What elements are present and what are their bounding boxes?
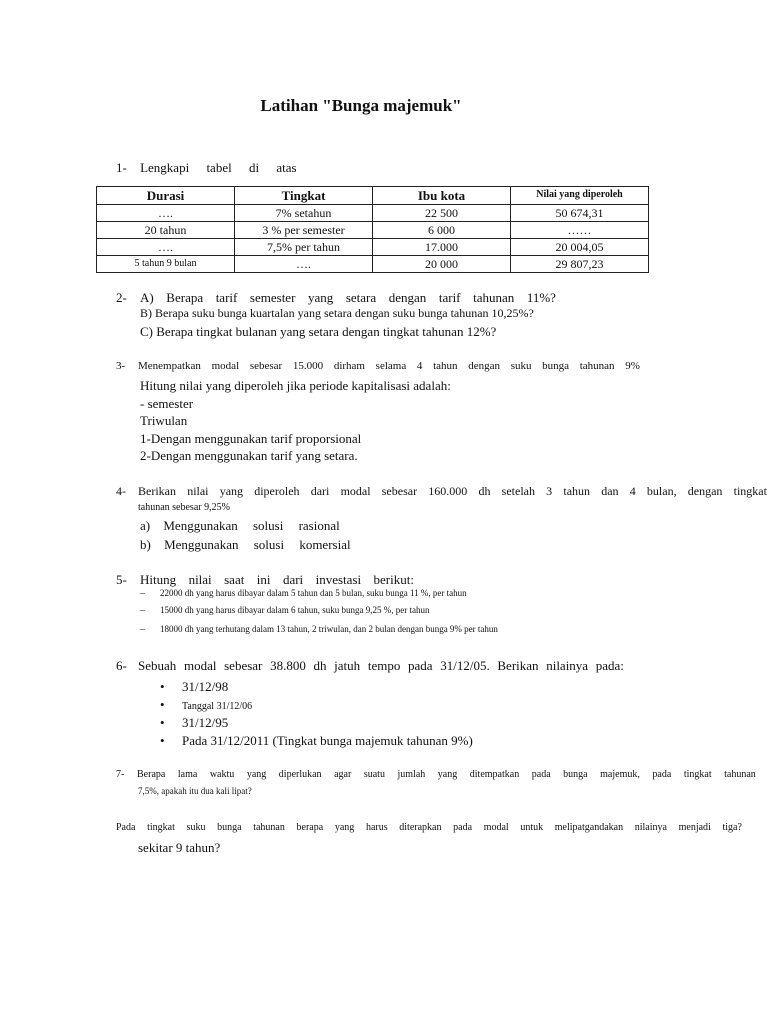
question-2a bbox=[140, 290, 556, 306]
q4-word: dan bbox=[601, 484, 619, 498]
question-7-number: 7- bbox=[116, 769, 125, 780]
q2a-word: setara bbox=[345, 290, 377, 305]
table-cell: …. bbox=[97, 205, 235, 222]
table-cell: …. bbox=[97, 239, 235, 256]
table-cell: 5 tahun 9 bulan bbox=[97, 256, 235, 273]
q2a-word: tarif bbox=[215, 290, 238, 305]
q2a-word: semester bbox=[249, 290, 296, 305]
question-2b: B) Berapa suku bunga kuartalan yang setara dengan suku bunga tahunan 10,25%? bbox=[140, 306, 534, 320]
option-word: solusi bbox=[253, 537, 285, 552]
q2a-word: tarif bbox=[438, 290, 461, 305]
q5-word: saat bbox=[224, 572, 245, 587]
q3-word: tahunan bbox=[579, 360, 615, 372]
question-5-item bbox=[140, 605, 429, 616]
q2a-word: tahunan bbox=[473, 290, 515, 305]
q6-word: tempo bbox=[367, 658, 401, 673]
q2a-word: dengan bbox=[388, 290, 427, 305]
q8-word: tahunan bbox=[253, 822, 285, 833]
q6-word: nilainya bbox=[546, 658, 589, 673]
question-5-item bbox=[140, 588, 467, 599]
q3-word: suku bbox=[510, 360, 532, 372]
q7-word: pada bbox=[652, 769, 672, 780]
q6-word: Sebuah bbox=[138, 658, 177, 673]
q7-word: jumlah bbox=[397, 769, 426, 780]
table-cell: …… bbox=[511, 222, 649, 239]
question-8-line2: sekitar 9 tahun? bbox=[138, 840, 221, 855]
q4-word: 4 bbox=[629, 484, 636, 498]
q3-word: tahun bbox=[433, 360, 458, 372]
q2a-word: 11%? bbox=[526, 290, 556, 305]
q3-word: modal bbox=[211, 360, 240, 372]
q6-word: pada bbox=[408, 658, 433, 673]
option-label: a) bbox=[140, 518, 151, 533]
option-word: Menggunakan bbox=[163, 518, 238, 533]
q6-word: Berikan bbox=[497, 658, 539, 673]
question-5-stem bbox=[140, 572, 414, 588]
question-7-stem bbox=[137, 769, 756, 780]
option-label: b) bbox=[140, 537, 151, 552]
question-3-line: Hitung nilai yang diperoleh jika periode kapitalisasi adalah: bbox=[140, 378, 451, 393]
q8-word: bunga bbox=[217, 822, 242, 833]
table-cell: 17.000 bbox=[373, 239, 511, 256]
q3-word: dirham bbox=[333, 360, 365, 372]
question-5-item bbox=[140, 624, 498, 635]
q8-word: suku bbox=[186, 822, 206, 833]
question-6-item bbox=[160, 679, 228, 695]
q5-word: investasi bbox=[315, 572, 362, 587]
question-4-stem bbox=[138, 484, 767, 499]
q3-word: 15.000 bbox=[292, 360, 324, 372]
question-4-line2: tahunan sebesar 9,25% bbox=[138, 502, 230, 513]
q1-word: atas bbox=[276, 160, 297, 175]
question-3-line: 2-Dengan menggunakan tarif yang setara. bbox=[140, 448, 358, 463]
item-text: 15000 dh yang harus dibayar dalam 6 tahun, suku bunga 9,25 %, per tahun bbox=[160, 605, 430, 615]
header-ibu-kota: Ibu kota bbox=[373, 187, 511, 205]
q8-word: menjadi bbox=[678, 822, 711, 833]
q3-word: sebesar bbox=[249, 360, 283, 372]
table-row bbox=[97, 222, 649, 239]
table-cell: 29 807,23 bbox=[511, 256, 649, 273]
q6-word: dh bbox=[313, 658, 327, 673]
bullet-icon: • bbox=[160, 697, 165, 712]
header-durasi: Durasi bbox=[97, 187, 235, 205]
q8-word: melipatgandakan bbox=[554, 822, 624, 833]
q5-word: ini bbox=[256, 572, 271, 587]
bullet-icon: • bbox=[160, 715, 165, 730]
dash-icon: – bbox=[140, 588, 145, 599]
table-row bbox=[97, 256, 649, 273]
q7-word: lama bbox=[177, 769, 198, 780]
q7-word: waktu bbox=[209, 769, 235, 780]
question-4-number: 4- bbox=[116, 484, 126, 498]
q6-word: 31/12/05. bbox=[440, 658, 490, 673]
q4-word: Berikan bbox=[138, 484, 176, 498]
q2a-word: A) bbox=[140, 290, 154, 305]
question-2-number: 2- bbox=[116, 290, 127, 305]
q6-word: jatuh bbox=[334, 658, 361, 673]
q4-word: nilai bbox=[187, 484, 209, 498]
q7-word: tingkat bbox=[683, 769, 712, 780]
table-row bbox=[97, 239, 649, 256]
q4-word: setelah bbox=[501, 484, 535, 498]
q5-word: nilai bbox=[188, 572, 212, 587]
table-cell: 3 % per semester bbox=[235, 222, 373, 239]
q8-word: tingkat bbox=[147, 822, 175, 833]
q3-word: dengan bbox=[468, 360, 500, 372]
q4-word: sebesar bbox=[381, 484, 418, 498]
q7-word: diperlukan bbox=[278, 769, 322, 780]
header-tingkat: Tingkat bbox=[235, 187, 373, 205]
question-6-number: 6- bbox=[116, 658, 127, 673]
question-2c: C) Berapa tingkat bulanan yang setara dengan tingkat tahunan 12%? bbox=[140, 324, 497, 339]
item-text: 18000 dh yang terhutang dalam 13 tahun, 2 triwulan, dan 2 bulan dengan bunga 9% per tahun bbox=[160, 624, 498, 634]
q8-word: berapa bbox=[296, 822, 324, 833]
page-title: Latihan "Bunga majemuk" bbox=[260, 96, 462, 115]
question-1 bbox=[116, 160, 297, 176]
q4-word: 3 bbox=[546, 484, 553, 498]
question-4b bbox=[140, 537, 351, 553]
question-7-line2: 7,5%, apakah itu dua kali lipat? bbox=[138, 786, 252, 796]
option-word: rasional bbox=[298, 518, 340, 533]
q8-word: yang bbox=[334, 822, 355, 833]
table-cell: 20 000 bbox=[373, 256, 511, 273]
question-5-number: 5- bbox=[116, 572, 127, 587]
question-number: 1- bbox=[116, 160, 127, 175]
dash-icon: – bbox=[140, 605, 145, 616]
table-header-row bbox=[97, 187, 649, 205]
q8-word: Pada bbox=[116, 822, 136, 833]
q1-word: di bbox=[248, 160, 260, 175]
bullet-icon: • bbox=[160, 733, 165, 748]
table-cell: 6 000 bbox=[373, 222, 511, 239]
question-3-line: Triwulan bbox=[140, 413, 188, 428]
q1-word: Lengkapi bbox=[140, 160, 190, 175]
q7-word: yang bbox=[246, 769, 267, 780]
option-word: solusi bbox=[252, 518, 284, 533]
item-text: Pada 31/12/2011 (Tingkat bunga majemuk tahunan 9%) bbox=[182, 733, 473, 748]
q3-word: bunga bbox=[542, 360, 570, 372]
question-6-item bbox=[160, 697, 252, 713]
q8-word: pada bbox=[453, 822, 473, 833]
data-table bbox=[96, 186, 649, 273]
table-cell: 22 500 bbox=[373, 205, 511, 222]
table-cell: 7% setahun bbox=[235, 205, 373, 222]
q3-word: 9% bbox=[625, 360, 640, 372]
option-word: komersial bbox=[299, 537, 351, 552]
bullet-icon: • bbox=[160, 679, 165, 694]
table-cell: 50 674,31 bbox=[511, 205, 649, 222]
q4-word: dh bbox=[478, 484, 491, 498]
question-6-item bbox=[160, 715, 228, 731]
q6-word: 38.800 bbox=[270, 658, 306, 673]
q6-word: pada: bbox=[595, 658, 624, 673]
q7-word: bunga bbox=[563, 769, 588, 780]
q4-word: tahun bbox=[563, 484, 591, 498]
q7-word: ditempatkan bbox=[469, 769, 520, 780]
question-6-stem bbox=[138, 658, 624, 674]
q4-word: 160.000 bbox=[428, 484, 468, 498]
q8-word: diterapkan bbox=[399, 822, 442, 833]
q3-word: selama bbox=[375, 360, 407, 372]
q7-word: agar bbox=[334, 769, 352, 780]
q4-word: dari bbox=[310, 484, 330, 498]
dash-icon: – bbox=[140, 624, 145, 635]
item-text: Tanggal 31/12/06 bbox=[182, 701, 253, 712]
q8-word: nilainya bbox=[634, 822, 667, 833]
q7-word: suatu bbox=[363, 769, 385, 780]
q7-word: yang bbox=[437, 769, 458, 780]
q4-word: diperoleh bbox=[254, 484, 300, 498]
q4-word: modal bbox=[340, 484, 371, 498]
q4-word: yang bbox=[219, 484, 244, 498]
question-3-number: 3- bbox=[116, 360, 126, 372]
q7-word: Berapa bbox=[137, 769, 166, 780]
q7-word: majemuk, bbox=[600, 769, 640, 780]
q5-word: dari bbox=[282, 572, 304, 587]
q6-word: sebesar bbox=[224, 658, 263, 673]
table-row bbox=[97, 205, 649, 222]
table-cell: 7,5% per tahun bbox=[235, 239, 373, 256]
q7-word: tahunan bbox=[724, 769, 756, 780]
table-cell: 20 004,05 bbox=[511, 239, 649, 256]
q2a-word: yang bbox=[307, 290, 334, 305]
q7-word: pada bbox=[531, 769, 551, 780]
q8-word: untuk bbox=[520, 822, 544, 833]
question-3-line: 1-Dengan menggunakan tarif proporsional bbox=[140, 431, 362, 446]
item-text: 31/12/95 bbox=[182, 715, 229, 730]
q6-word: modal bbox=[183, 658, 217, 673]
q8-word: modal bbox=[483, 822, 509, 833]
q4-word: bulan, bbox=[646, 484, 677, 498]
q1-word: tabel bbox=[206, 160, 232, 175]
q4-word: tingkat bbox=[733, 484, 767, 498]
q8-word: harus bbox=[365, 822, 388, 833]
item-text: 31/12/98 bbox=[182, 679, 229, 694]
table-cell: 20 tahun bbox=[97, 222, 235, 239]
q4-word: dengan bbox=[687, 484, 723, 498]
q3-word: Menempatkan bbox=[138, 360, 201, 372]
question-3-line: - semester bbox=[140, 396, 194, 411]
header-nilai: Nilai yang diperoleh bbox=[511, 187, 649, 205]
q5-word: berikut: bbox=[373, 572, 414, 587]
question-3-stem bbox=[138, 360, 640, 372]
q5-word: Hitung bbox=[140, 572, 177, 587]
option-word: Menggunakan bbox=[164, 537, 239, 552]
question-6-item bbox=[160, 733, 473, 749]
q8-word: tiga? bbox=[722, 822, 742, 833]
question-4a bbox=[140, 518, 340, 534]
item-text: 22000 dh yang harus dibayar dalam 5 tahun dan 5 bulan, suku bunga 11 %, per tahun bbox=[160, 588, 467, 598]
q2a-word: Berapa bbox=[166, 290, 204, 305]
question-8-stem bbox=[116, 822, 742, 833]
q3-word: 4 bbox=[416, 360, 423, 372]
table-cell: …. bbox=[235, 256, 373, 273]
